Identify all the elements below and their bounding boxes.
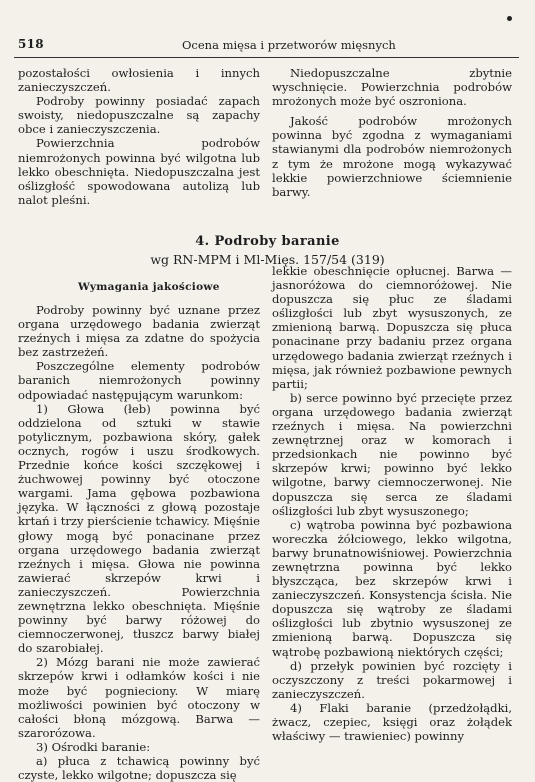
section-title: 4. Podroby baranie xyxy=(195,234,340,249)
paragraph: 3) Ośrodki baranie: xyxy=(36,739,151,754)
top-left-column xyxy=(18,66,260,207)
paragraph: b) serce powinno być przecięte przez organa urzędowego badania zwierząt rzeźnych i mięsa. Na powierzchni zewnętrznej oraz w komorach i przedsionkach nie powinno być skrzepów krwi; powinno być lekko wilgotne, barwy ciemnoczerwonej. Nie dopuszcza się serca ze śladami oślizgłości lub zbyt wysuszonego; xyxy=(272,390,512,518)
ink-speck xyxy=(507,16,512,21)
paragraph: pozostałości owłosienia i innych zanieczyszczeń. xyxy=(18,66,260,95)
right-column xyxy=(272,264,512,743)
page-header xyxy=(14,35,519,58)
paragraph: 1) Głowa (łeb) powinna być oddzielona od sztuki w stawie potylicznym, pozbawiona skóry, gałek ocznych, rogów i uszu środkowych. Przednie końce kości szczękowej i żuchwowej powinny być otoczone wargami. Jama gębowa pozbawiona języka. W łączności z głową pozostaje krtań i trzy pierścienie tchawicy. Mięśnie głowy mogą być ponacinane przez organa urzędowego badania zwierząt rzeźnych i mięsa. Głowa nie powinna zawierać skrzepów krwi i zanieczyszczeń. Powierzchnia zewnętrzna lekko obeschnięta. Mięśnie powinny być barwy różowej do ciemnoczerwonej, tłuszcz barwy białej do szarobiałej. xyxy=(18,401,260,656)
section-subtitle: wg RN-MPM i Ml-Mięs. 157/54 (319) xyxy=(150,252,385,267)
top-right-column xyxy=(272,66,512,199)
paragraph: Poszczególne elementy podrobów baranich niemrożonych powinny odpowiadać następującym warunkom: xyxy=(18,359,260,402)
paragraph: Niedopuszczalne zbytnie wyschnięcie. Powierzchnia podrobów mrożonych może być oszroniona. xyxy=(272,66,512,109)
running-title: Ocena mięsa i przetworów mięsnych xyxy=(182,38,396,52)
paragraph: Podroby powinny posiadać zapach swoisty, niedopuszczalne są zapachy obce i zanieczyszczenia. xyxy=(18,94,260,137)
paragraph: 4) Flaki baranie (przedżołądki, żwacz, czepiec, księgi oraz żołądek właściwy — trawieniec) powinny xyxy=(272,700,512,744)
paragraph: lekkie obeschnięcie opłucnej. Barwa — jasnoróżowa do ciemnoróżowej. Nie dopuszcza się płuc ze śladami oślizgłości lub zbyt wysuszonych, ze zmienioną barwą. Dopuszcza się płuca ponacinane przy badaniu przez organa urzędowego badania zwierząt rzeźnych i mięsa, jak również pozbawione pewnych partii; xyxy=(272,264,512,391)
paragraph: d) przełyk powinien być rozcięty i oczyszczony z treści pokarmowej i zanieczyszczeń. xyxy=(272,658,512,701)
paragraph: Podroby powinny być uznane przez organa urzędowego badania zwierząt rzeźnych i mięsa za zdatne do spożycia bez zastrzeżeń. xyxy=(18,303,260,360)
paragraph: c) wątroba powinna być pozbawiona woreczka żółciowego, lekko wilgotna, barwy brunatnowiśniowej. Powierzchnia zewnętrzna powinna być lekko błyszcząca, bez skrzepów krwi i zanieczyszczeń. Konsystencja ścisła. Nie dopuszcza się wątroby ze śladami oślizgłości lub zbytnio wysuszonej ze zmienioną barwą. Dopuszcza się wątrobę pozbawioną niektórych części; xyxy=(272,517,512,659)
paragraph: 2) Mózg barani nie może zawierać skrzepów krwi i odłamków kości i nie może być pognieciony. W miarę możliwości powinien być otoczony w całości błoną mózgową. Barwa — szarorózowa. xyxy=(18,655,260,740)
left-column xyxy=(18,303,260,782)
page-number: 518 xyxy=(18,37,44,51)
paragraph: a) płuca z tchawicą powinny być czyste, lekko wilgotne; dopuszcza się xyxy=(18,754,260,782)
subheading: Wymagania jakościowe xyxy=(78,281,220,293)
paragraph: Jakość podrobów mrożonych powinna być zgodna z wymaganiami stawianymi dla podrobów niemrożonych z tym że mrożone mogą wykazywać lekkie powierzchniowe ściemnienie barwy. xyxy=(272,114,512,199)
paragraph: Powierzchnia podrobów niemrożonych powinna być wilgotna lub lekko obeschnięta. Niedopuszczalna jest oślizgłość spowodowana autolizą lub nalot pleśni. xyxy=(18,136,260,207)
